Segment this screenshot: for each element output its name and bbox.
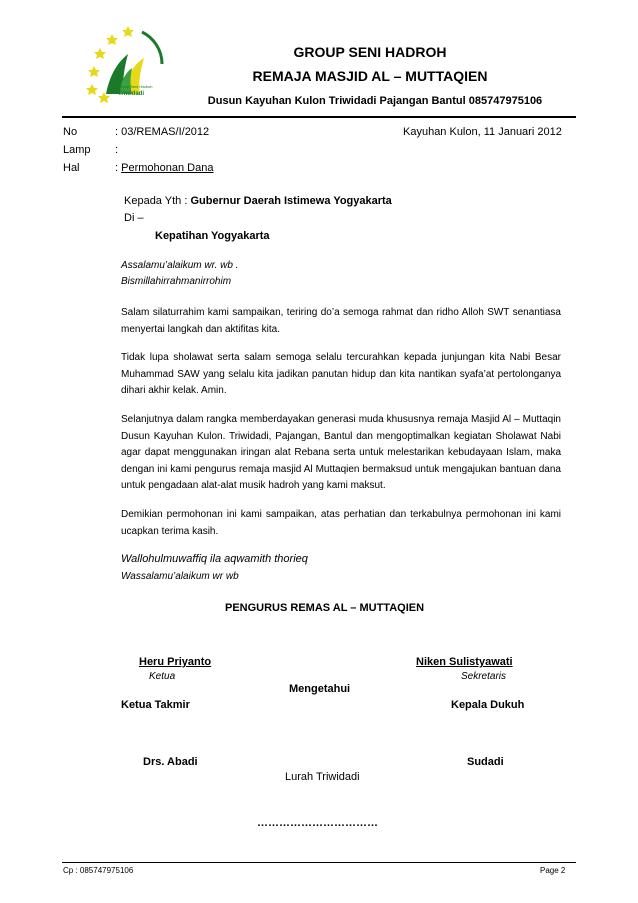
recipient-line-2: Di – <box>124 212 144 224</box>
hal-label: Hal <box>63 162 80 174</box>
recipient-line-1 <box>124 195 392 207</box>
dukuh-title: Kepala Dukuh <box>451 699 525 711</box>
sekretaris-role: Sekretaris <box>461 671 507 682</box>
hal-value: Permohonan Dana <box>121 162 214 174</box>
greeting-line-1: Assalamu’alaikum wr. wb . <box>121 260 239 271</box>
footer-contact: Cp : 085747975106 <box>63 866 134 875</box>
ketua-name: Heru Priyanto <box>139 656 212 668</box>
takmir-title: Ketua Takmir <box>121 699 190 711</box>
footer-divider <box>62 862 576 863</box>
lurah-name: …………………………… <box>257 817 378 829</box>
lamp-value: : <box>115 144 119 156</box>
letterhead-title-1: GROUP SENI HADROH <box>293 44 447 60</box>
paragraph-1: Salam silaturrahim kami sampaikan, teriring do’a semoga rahmat dan ridho Alloh SWT senantiasa menyertai langkah dan aktifitas kita. <box>121 307 561 335</box>
paragraph-3: Selanjutnya dalam rangka memberdayakan generasi muda khususnya remaja Masjid Al – Muttaqin Dusun Kayuhan Kulon. Triwidadi, Pajangan, Bantul dan mengoptimalkan kegiatan Sholawat Nabi agar dapat menggunakan iringan alat Rebana serta untuk melestarikan kebudayaan Islam, maka dengan ini kami pengurus remaja masjid Al Muttaqien bermaksud untuk mengajukan bantuan dana untuk pengadaan alat-alat musik hadroh yang kami maksut. <box>121 414 561 491</box>
no-label: No <box>63 126 78 138</box>
greeting-line-2: Bismillahirrahmanirrohim <box>121 276 232 287</box>
logo-text-1: Group Seni Hadroh <box>118 84 153 89</box>
no-value: : 03/REMAS/I/2012 <box>115 126 210 138</box>
footer-page-number: Page 2 <box>540 866 566 875</box>
sekretaris-name: Niken Sulistyawati <box>416 656 513 668</box>
paragraph-2: Tidak lupa sholawat serta salam semoga selalu tercurahkan kepada junjungan kita Nabi Besar Muhammad SAW yang selalu kita jadikan panutan hidup dan kita nantikan syafa’at pertolonganya dihari akhir kelak. Amin. <box>121 352 561 396</box>
organization-logo <box>84 14 174 109</box>
dukuh-name: Sudadi <box>467 756 504 768</box>
recipient-name: Gubernur Daerah Istimewa Yogyakarta <box>190 195 392 207</box>
recipient-line-3: Kepatihan Yogyakarta <box>155 230 270 242</box>
lurah-title: Lurah Triwidadi <box>285 771 360 783</box>
closing-line-1: Wallohulmuwaffiq ila aqwamith thorieq <box>121 553 308 565</box>
letterhead-divider <box>62 116 576 118</box>
letterhead-title-2: REMAJA MASJID AL – MUTTAQIEN <box>252 68 488 84</box>
paragraph-4: Demikian permohonan ini kami sampaikan, atas perhatian dan terkabulnya permohonan ini kami ucapkan terima kasih. <box>121 509 561 537</box>
mengetahui-label: Mengetahui <box>289 683 351 695</box>
ketua-role: Ketua <box>149 671 176 682</box>
letterhead-address: Dusun Kayuhan Kulon Triwidadi Pajangan Bantul 085747975106 <box>207 95 543 107</box>
logo-text-2: Triwidadi <box>118 91 145 97</box>
place-date: Kayuhan Kulon, 11 Januari 2012 <box>403 126 562 138</box>
recipient-prefix: Kepada Yth : <box>124 195 191 207</box>
closing-line-2: Wassalamu’alaikum wr wb <box>121 571 239 582</box>
takmir-name: Drs. Abadi <box>143 756 198 768</box>
hal-colon: : <box>115 162 122 174</box>
organization-name: PENGURUS REMAS AL – MUTTAQIEN <box>225 602 425 614</box>
lamp-label: Lamp <box>63 144 91 156</box>
hal-line <box>115 162 213 174</box>
